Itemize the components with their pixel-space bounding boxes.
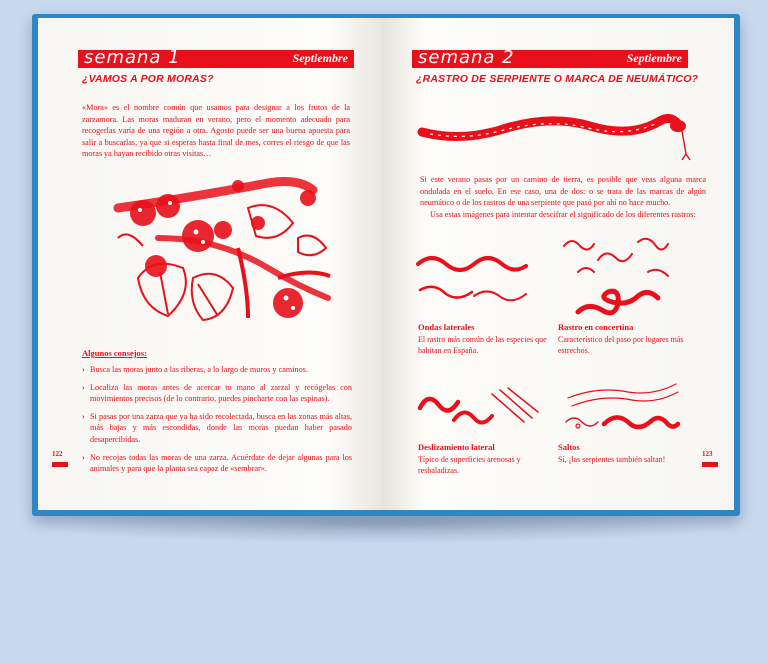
lateral-undulation-track	[414, 242, 544, 312]
snake-illustration	[420, 104, 690, 174]
advice-item	[82, 364, 352, 376]
intro-paragraph: Si este verano pasas por un camino de tierra, es posible que veas alguna marca ondulada en el suelo. En ese caso, una de dos: o se trata de las marcas de algún neumático o de los rastros de una serpiente que pasó por ahí no hace mucho.	[420, 175, 706, 208]
track-description: Sí, ¡las serpientes también saltan!	[558, 455, 666, 464]
page-number: 122	[52, 450, 63, 458]
concertina-track	[558, 232, 688, 322]
page-subtitle: ¿VAMOS A POR MORAS?	[82, 73, 214, 85]
advice-text: No recojas todas las moras de una zarza. Acuérdate de dejar algunas para los animales y para que la planta sea capaz de «sembrar».	[90, 452, 352, 474]
advice-text: Localiza las moras antes de acercar tu mano al zarzal y recógelas con movimientos precisos (de lo contrario, puedes pincharte con las espinas).	[90, 382, 352, 404]
track-description: El rastro más común de las especies que habitan en España.	[418, 335, 547, 356]
page-subtitle: ¿RASTRO DE SERPIENTE O MARCA DE NEUMÁTICO?	[416, 73, 699, 85]
week-header-band	[412, 47, 688, 68]
week-header-band	[78, 47, 354, 68]
track-title: Saltos	[558, 442, 580, 452]
advice-list	[82, 364, 352, 481]
left-page	[38, 18, 382, 510]
advice-text: Si pasas por una zarza que ya ha sido recolectada, busca en las zonas más altas, más bajas y más escondidas, donde las moras puedan haber pasado desapercibidas.	[90, 411, 352, 444]
page-number: 123	[702, 450, 713, 458]
track-title: Rastro en concertina	[558, 322, 634, 332]
blackberry-illustration	[98, 168, 338, 328]
month-label: Septiembre	[292, 51, 348, 65]
intro-paragraph: «Mora» es el nombre común que usamos para designar a los frutos de la zarzamora. Las moras maduran en verano, pero el momento adecuado para recogerlas varía de una región a otra. Agosto puede ser una buena apuesta para salir a buscarlas, ya que si esperas hasta final de mes, corres el riesgo de que las moras ya hayan recibido otras visitas…	[82, 103, 350, 159]
jumping-track	[558, 378, 688, 442]
right-page	[382, 18, 734, 510]
week-title: semana 1	[84, 47, 181, 68]
week-title: semana 2	[418, 47, 515, 68]
advice-heading: Algunos consejos:	[82, 348, 147, 358]
bullet-chevron-icon: ›	[82, 411, 85, 421]
track-description: Característico del paso por lugares más estrechos.	[558, 335, 684, 356]
bullet-chevron-icon: ›	[82, 365, 85, 374]
bullet-chevron-icon: ›	[82, 382, 85, 392]
advice-text: Busca las moras junto a las riberas, a lo largo de muros y caminos.	[90, 365, 308, 374]
advice-item	[82, 382, 352, 405]
sidewinding-track	[414, 378, 544, 438]
advice-item	[82, 452, 352, 475]
track-title: Ondas laterales	[418, 322, 475, 332]
bullet-chevron-icon: ›	[82, 452, 85, 462]
month-label: Septiembre	[626, 51, 682, 65]
track-title: Deslizamiento lateral	[418, 442, 495, 452]
advice-item	[82, 411, 352, 446]
track-description: Típico de superficies arenosas y resbaladizas.	[418, 455, 521, 476]
page-number-marker	[52, 462, 68, 467]
page-number-marker	[702, 462, 718, 467]
instructions-paragraph: Usa estas imágenes para intentar descifrar el significado de los diferentes rastros:	[430, 210, 696, 219]
